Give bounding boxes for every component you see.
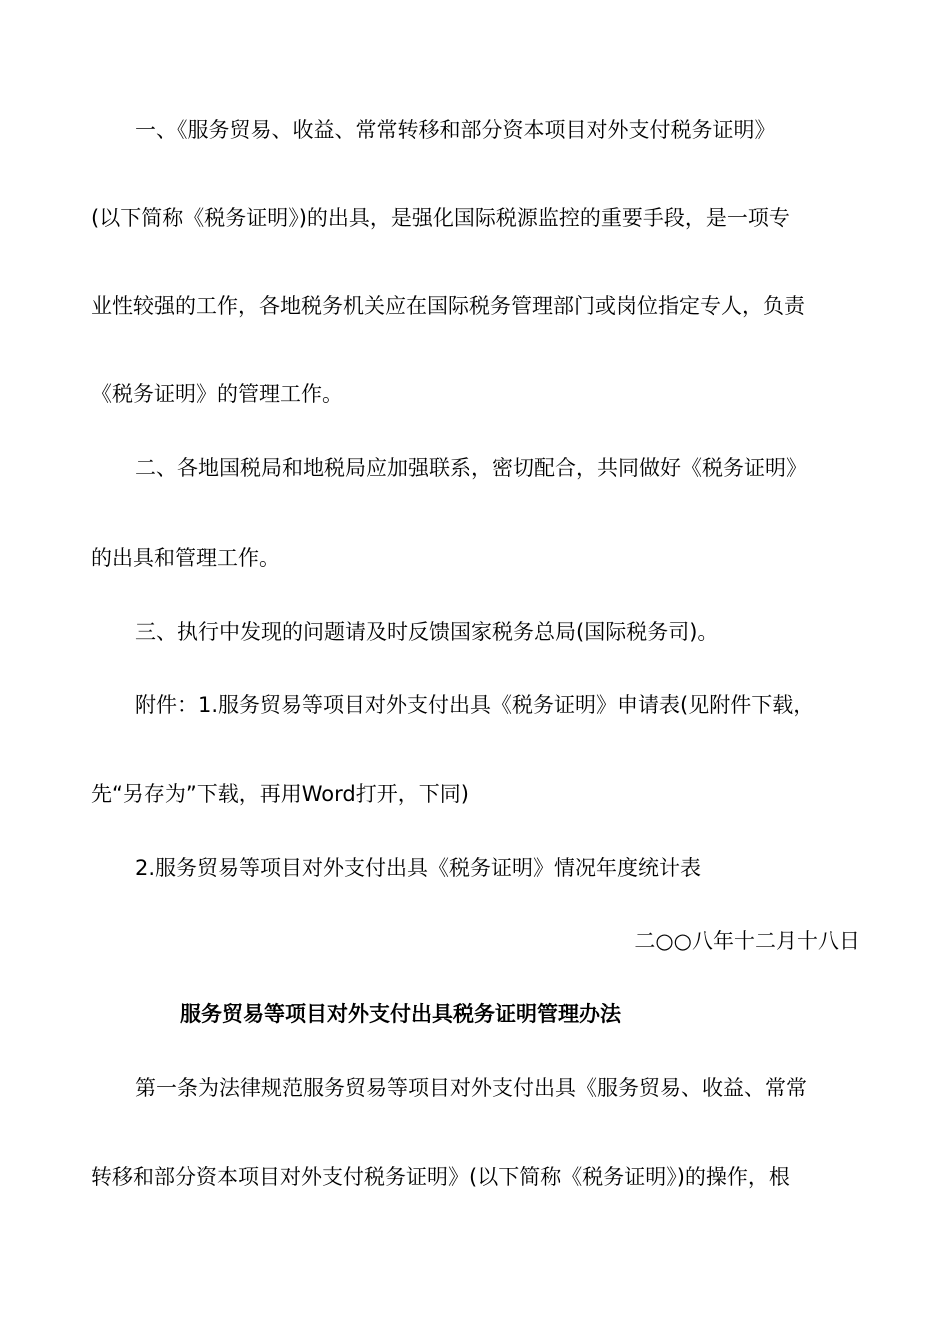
article-1-line-2: 转移和部分资本项目对外支付税务证明》(以下简称《税务证明》)的操作，根 (91, 1165, 790, 1189)
paragraph-3: 三、执行中发现的问题请及时反馈国家税务总局(国际税务司)。 (135, 620, 719, 644)
attachment-line-2: 先“另存为”下载，再用Word打开，下同) (91, 782, 469, 806)
attachment-line-1: 附件：1.服务贸易等项目对外支付出具《税务证明》申请表(见附件下载， (135, 693, 815, 717)
document-date: 二○○八年十二月十八日 (634, 929, 860, 953)
paragraph-2-line-2: 的出具和管理工作。 (91, 546, 280, 570)
paragraph-1-line-2: (以下简称《税务证明》)的出具，是强化国际税源监控的重要手段，是一项专 (91, 206, 790, 230)
paragraph-1-line-4: 《税务证明》的管理工作。 (91, 382, 343, 406)
paragraph-2-line-1: 二、各地国税局和地税局应加强联系，密切配合，共同做好《税务证明》 (135, 456, 807, 480)
attachment-2: 2.服务贸易等项目对外支付出具《税务证明》情况年度统计表 (135, 856, 702, 880)
section-heading: 服务贸易等项目对外支付出具税务证明管理办法 (180, 1002, 621, 1026)
paragraph-1-line-3: 业性较强的工作，各地税务机关应在国际税务管理部门或岗位指定专人，负责 (91, 294, 805, 318)
paragraph-1-line-1: 一、《服务贸易、收益、常常转移和部分资本项目对外支付税务证明》 (135, 118, 776, 142)
article-1-line-1: 第一条为法律规范服务贸易等项目对外支付出具《服务贸易、收益、常常 (135, 1076, 807, 1100)
